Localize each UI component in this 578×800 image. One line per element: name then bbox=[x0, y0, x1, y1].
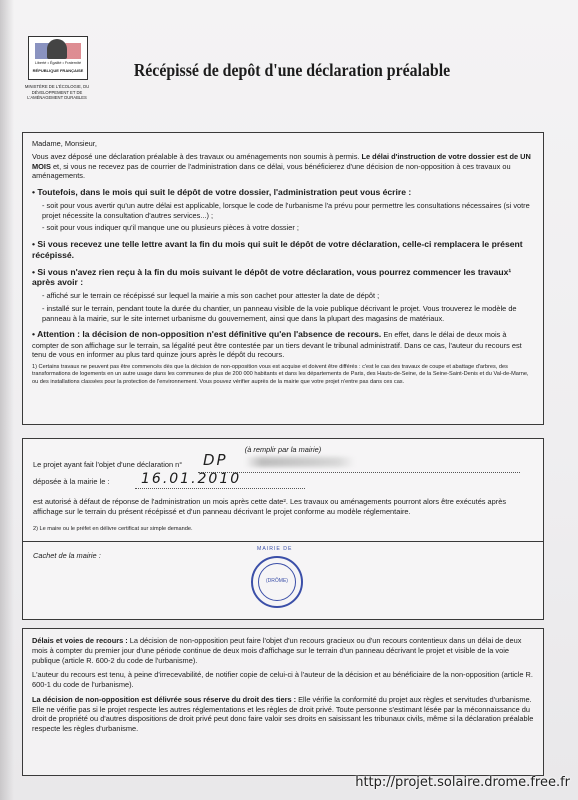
authorization-text: est autorisé à défaut de réponse de l'administration un mois après cette date². Les travaux ou aménagements pourront alors être exécutés après affichage sur le terrain du présent récépissé et d'un panneau décrivant le projet conforme au modèle réglementaire. bbox=[33, 497, 507, 516]
footnote-1: 1) Certains travaux ne peuvent pas être commencés dès que la décision de non-opposition vous est acquise et doivent être différés : c'est le cas des travaux de coupe et abattage d'arbres, des transformations de logements en un autre usage dans les communes de plus de 200 000 habitants et dans les départements de Paris, des Hauts-de-Seine, de la Seine-Saint-Denis et du Val-de-Marne, ou des installations classées pour la protection de l'environnement. Vous pouvez vérifier auprès de la mairie que votre projet n'entre pas dans ces cas. bbox=[32, 364, 529, 385]
information-box bbox=[22, 132, 544, 425]
deposit-date-handwritten: 16.01.2010 bbox=[141, 471, 242, 487]
deposit-date-label: déposée à la mairie le : bbox=[33, 477, 110, 486]
appeals-bold: Délais et voies de recours : bbox=[32, 636, 128, 645]
deposit-date-line bbox=[135, 488, 305, 489]
mayor-fill-box bbox=[22, 438, 544, 542]
declaration-number-line bbox=[198, 472, 520, 473]
declaration-number-handwritten: DP bbox=[203, 451, 228, 469]
third-party-rest: Elle vérifie la conformité du projet aux règles et servitudes d'urbanisme. Elle ne vérifie pas si le projet respecte les autres réglementations et les règles de droit privé. Toute personne s'estimant lésée par la méconnaissance du droit de propriété ou d'autres dispositions de droit privé peut donc faire valoir ses droits en saisissant les tribunaux civils, même si la déclaration préalable respecte les règles d'urbanisme. bbox=[32, 694, 534, 734]
appeal-notice-paragraph: L'auteur du recours est tenu, à peine d'irrecevabilité, de notifier copie de celui-ci à l'auteur de la décision et au bénéficiaire de la non-opposition (article R. 600-1 du code de l'urbanisme). bbox=[32, 670, 533, 690]
redacted-number bbox=[245, 457, 355, 467]
logo-republic: RÉPUBLIQUE FRANÇAISE bbox=[32, 68, 84, 73]
attention-rest: En effet, dans le délai de deux mois à compter de son affichage sur le terrain, sa légalité peut être contestée par un tiers devant le tribunal administratif. Dans ce cas, l'auteur du recours est tenu de vous en informer au plus tard quinze jours après le dépôt du recours. bbox=[32, 330, 522, 360]
bullet-however-sub2: - soit pour vous indiquer qu'il manque une ou plusieurs pièces à votre dossier ; bbox=[42, 223, 299, 233]
intro-text: Vous avez déposé une déclaration préalable à des travaux ou aménagements non soumis à permis. bbox=[32, 151, 362, 161]
third-party-paragraph bbox=[32, 695, 534, 734]
intro-bold: Le délai d'instruction de votre dossier est de UN MOIS bbox=[32, 151, 531, 171]
attention-bold: • Attention : la décision de non-opposition n'est définitive qu'en l'absence de recours. bbox=[32, 329, 382, 340]
appeals-box bbox=[22, 628, 544, 776]
bullet-however-sub1: - soit pour vous avertir qu'un autre délai est applicable, lorsque le code de l'urbanisme l'a prévu pour permettre les consultations nécessaires (si votre projet nécessite la consultation d'autres services...) ; bbox=[42, 200, 530, 220]
republic-logo bbox=[28, 36, 88, 80]
stamp-inner: (DRÔME) bbox=[258, 563, 296, 601]
bullet-however: • Toutefois, dans le mois qui suit le dépôt de votre dossier, l'administration peut vous écrire : bbox=[32, 187, 412, 198]
bullet-nothing-received: • Si vous n'avez rien reçu à la fin du mois suivant le dépôt de votre déclaration, vous pourrez commencer les travaux¹ après avoir : bbox=[32, 266, 512, 288]
stamp-box bbox=[22, 542, 544, 620]
intro-rest: et, si vous ne recevez pas de courrier de l'administration dans ce délai, vous bénéficierez d'une décision de non-opposition à ces travaux ou aménagements. bbox=[32, 161, 511, 181]
stamp-label: Cachet de la mairie : bbox=[33, 551, 101, 560]
bullet-nothing-sub1: - affiché sur le terrain ce récépissé sur lequel la mairie a mis son cachet pour attester la date de dépôt ; bbox=[42, 291, 380, 301]
appeals-rest: La décision de non-opposition peut faire l'objet d'un recours gracieux ou d'un recours contentieux dans un délai de deux mois à compter du premier jour d'une période continue de deux mois d'affichage sur le terrain d'un panneau décrivant le projet et visible de la voie publique (article R. 600-2 du code de l'urbanisme). bbox=[32, 636, 522, 665]
stamp-ring-text: MAIRIE DE bbox=[257, 546, 293, 552]
declaration-number-label: Le projet ayant fait l'objet d'une déclaration n° bbox=[33, 460, 183, 469]
greeting: Madame, Monsieur, bbox=[32, 139, 97, 148]
page-shadow bbox=[0, 0, 14, 800]
fill-title: (à remplir par la mairie) bbox=[244, 445, 322, 454]
third-party-bold: La décision de non-opposition est délivrée sous réserve du droit des tiers : bbox=[32, 694, 297, 704]
bullet-nothing-sub2: - installé sur le terrain, pendant toute la durée du chantier, un panneau visible de la voie publique décrivant le projet. Vous trouverez le modèle de panneau à la mairie, sur le site internet urbanisme du gouvernement, ainsi que dans la plupart des magasins de matériaux. bbox=[42, 303, 517, 323]
appeals-paragraph bbox=[32, 636, 534, 665]
marianne-icon bbox=[47, 39, 67, 59]
bullet-letter: • Si vous recevez une telle lettre avant la fin du mois qui suit le dépôt de votre déclaration, celle-ci remplacera le présent récépissé. bbox=[32, 239, 523, 260]
footnote-2: 2) Le maire ou le préfet en délivre certificat sur simple demande. bbox=[33, 526, 193, 532]
intro-paragraph bbox=[32, 152, 534, 181]
ministry-name: MINISTÈRE DE L'ÉCOLOGIE, DU DÉVELOPPEMENT ET DE L'AMÉNAGEMENT DURABLES bbox=[24, 84, 90, 101]
document-title: Récépissé de depôt d'une déclaration préalable bbox=[133, 60, 451, 80]
bullet-attention bbox=[32, 329, 534, 360]
mairie-stamp bbox=[251, 556, 303, 608]
watermark-url: http://projet.solaire.drome.free.fr bbox=[355, 775, 570, 790]
logo-motto: Liberté • Égalité • Fraternité bbox=[34, 61, 82, 65]
